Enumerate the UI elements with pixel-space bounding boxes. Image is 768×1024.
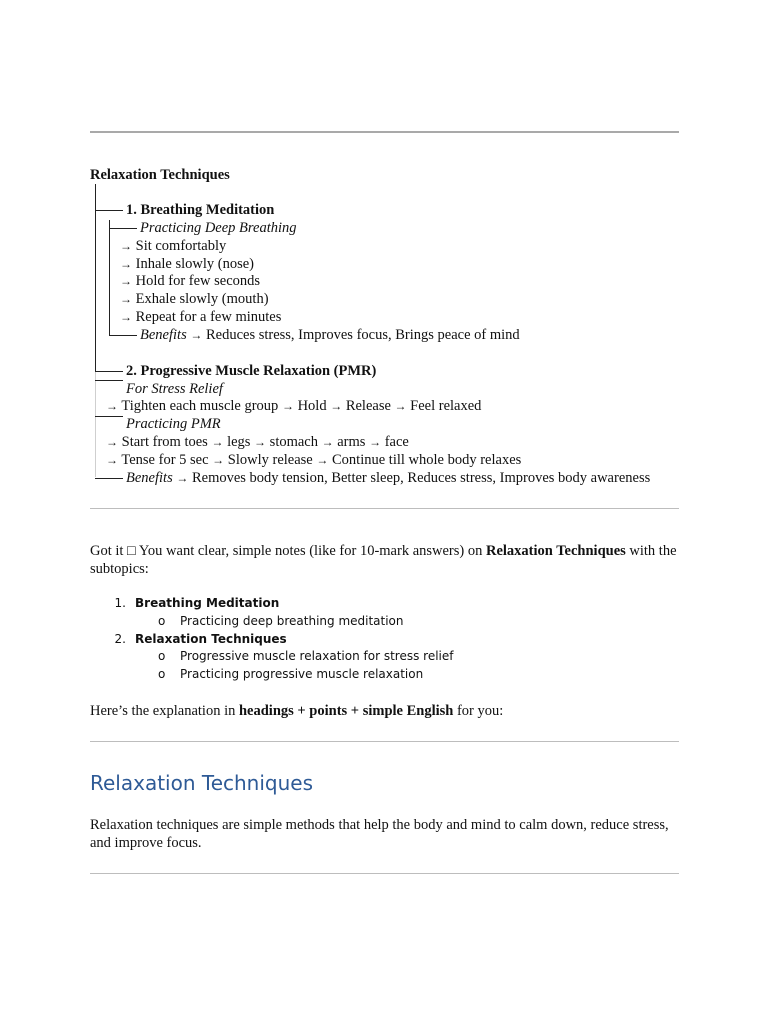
arrow: → [120,257,132,271]
sub-item-text: Practicing deep breathing meditation [180,614,404,628]
flow-step: arms [337,434,366,450]
section2-title: 2. Progressive Muscle Relaxation (PMR) [126,363,377,379]
section1-practicing-label: Practicing Deep Breathing [140,220,297,236]
arrow: → [394,399,407,413]
section-body: Relaxation techniques are simple methods that help the body and mind to calm down, reduce stress, and improve focus. [90,817,669,851]
step-text: Hold for few seconds [135,273,261,289]
section1-step [120,272,260,290]
arrow: → [106,399,118,413]
flow-step: Feel relaxed [410,398,482,414]
flow-step: Tighten each muscle group [121,398,279,414]
branch1-benefits-connector [109,335,137,336]
arrow: → [369,435,382,449]
flow-step: Tense for 5 sec [121,452,209,468]
step-text: Sit comfortably [135,238,227,254]
branch2-practice-connector [95,416,123,417]
section1-step [120,255,254,273]
divider-1 [90,508,679,509]
explain-text: Here’s the explanation in [90,703,239,719]
intro-text: Got it □ You want clear, simple notes (like for 10-mark answers) on [90,543,486,559]
branch1-line [109,220,110,335]
section2-practice-flow-2 [106,451,521,469]
sub-item-text: Progressive muscle relaxation for stress relief [180,649,454,663]
section1-step [120,308,281,326]
section-heading: Relaxation Techniques [90,771,313,795]
section2-stress-label: For Stress Relief [126,381,223,397]
flow-step: Continue till whole body relaxes [332,452,522,468]
section1-title: 1. Breathing Meditation [126,202,275,218]
tree-root-title: Relaxation Techniques [90,167,230,183]
arrow: → [176,471,189,485]
arrow: → [330,399,343,413]
benefits-label: Benefits [126,470,173,486]
flow-step: legs [227,434,251,450]
tree-trunk-line-lower [95,371,96,477]
branch2-benefits-connector [95,478,123,479]
arrow: → [120,292,132,306]
section1-benefits [140,326,520,344]
flow-step: Slowly release [227,452,313,468]
branch-connector-2 [95,371,123,372]
arrow: → [212,453,225,467]
list-label: Relaxation Techniques [135,632,287,646]
intro-paragraph [90,543,680,578]
explain-bold: headings + points + simple English [238,703,454,719]
arrow: → [106,453,118,467]
section2-practicing-label: Practicing PMR [126,416,221,432]
flow-step: face [384,434,409,450]
benefits-text: Removes body tension, Better sleep, Reduces stress, Improves body awareness [191,470,651,486]
branch1-practice-connector [109,228,137,229]
bullet-icon: o [158,649,166,663]
flow-step: stomach [269,434,318,450]
list-number: 1. [114,596,126,610]
section1-step [120,237,226,255]
arrow: → [120,239,132,253]
flow-step: Hold [297,398,327,414]
step-text: Inhale slowly (nose) [135,256,255,272]
arrow: → [321,435,334,449]
arrow: → [120,310,132,324]
arrow: → [316,453,329,467]
tree-trunk-line [95,184,96,371]
divider-2 [90,741,679,742]
sub-item-text: Practicing progressive muscle relaxation [180,667,424,681]
arrow: → [120,274,132,288]
intro-text-end: with the subtopics: [90,543,677,577]
branch2-stress-connector [95,380,123,381]
divider-3 [90,873,679,874]
arrow: → [281,399,294,413]
section1-step [120,290,269,308]
step-text: Exhale slowly (mouth) [135,291,269,307]
list-number: 2. [114,632,126,646]
flow-step: Release [345,398,391,414]
step-text: Repeat for a few minutes [135,309,282,325]
explain-paragraph [90,703,680,721]
arrow: → [211,435,224,449]
benefits-text: Reduces stress, Improves focus, Brings peace of mind [205,327,520,343]
explain-text-end: for you: [453,703,504,719]
intro-bold: Relaxation Techniques [485,543,626,559]
flow-step: Start from toes [121,434,208,450]
bullet-icon: o [158,667,166,681]
arrow: → [190,328,203,342]
arrow: → [106,435,118,449]
section2-practice-flow-1 [106,433,409,451]
branch-connector-1 [95,210,123,211]
top-rule [90,131,679,133]
benefits-label: Benefits [140,327,187,343]
section2-benefits [126,469,650,487]
arrow: → [254,435,267,449]
list-label: Breathing Meditation [135,596,280,610]
section2-stress-flow [106,397,481,415]
bullet-icon: o [158,614,166,628]
